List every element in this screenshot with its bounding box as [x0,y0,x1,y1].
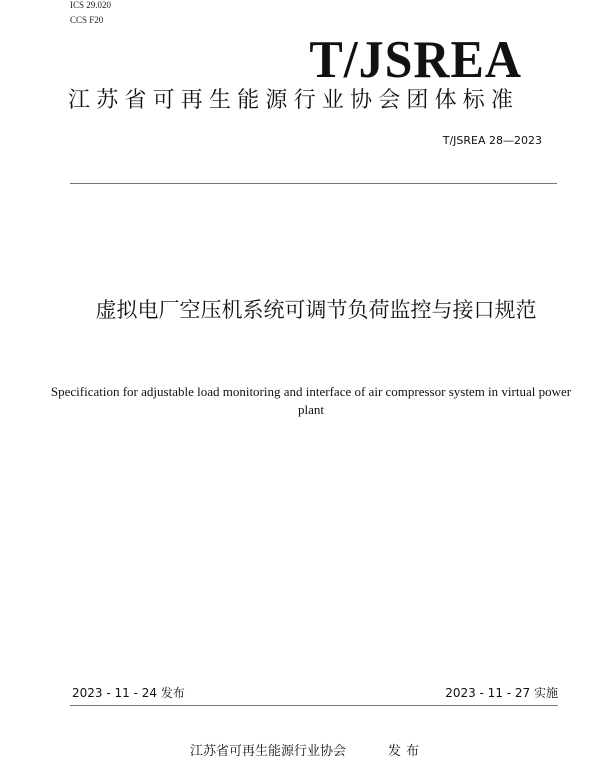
document-title-chinese: 虚拟电厂空压机系统可调节负荷监控与接口规范 [95,298,537,322]
ics-code: ICS 29.020 [70,0,112,10]
publisher-name: 江苏省可再生能源行业协会 [190,744,347,759]
organization-standard-name: 江苏省可再生能源行业协会团体标准 [68,88,520,113]
ccs-code: CCS F20 [70,15,104,25]
publish-label: 发布 [388,744,425,759]
standard-logo: T/JSREA [309,30,522,89]
issue-date: 2023 - 11 - 24 发布 [72,686,185,700]
implementation-date: 2023 - 11 - 27 实施 [445,686,558,700]
standard-number: T/JSREA 28—2023 [442,134,542,147]
footer-divider [70,705,558,706]
document-title-english: Specification for adjustable load monitoring and interface of air compressor system in virtual power plant [50,384,572,417]
header-divider [70,183,557,184]
